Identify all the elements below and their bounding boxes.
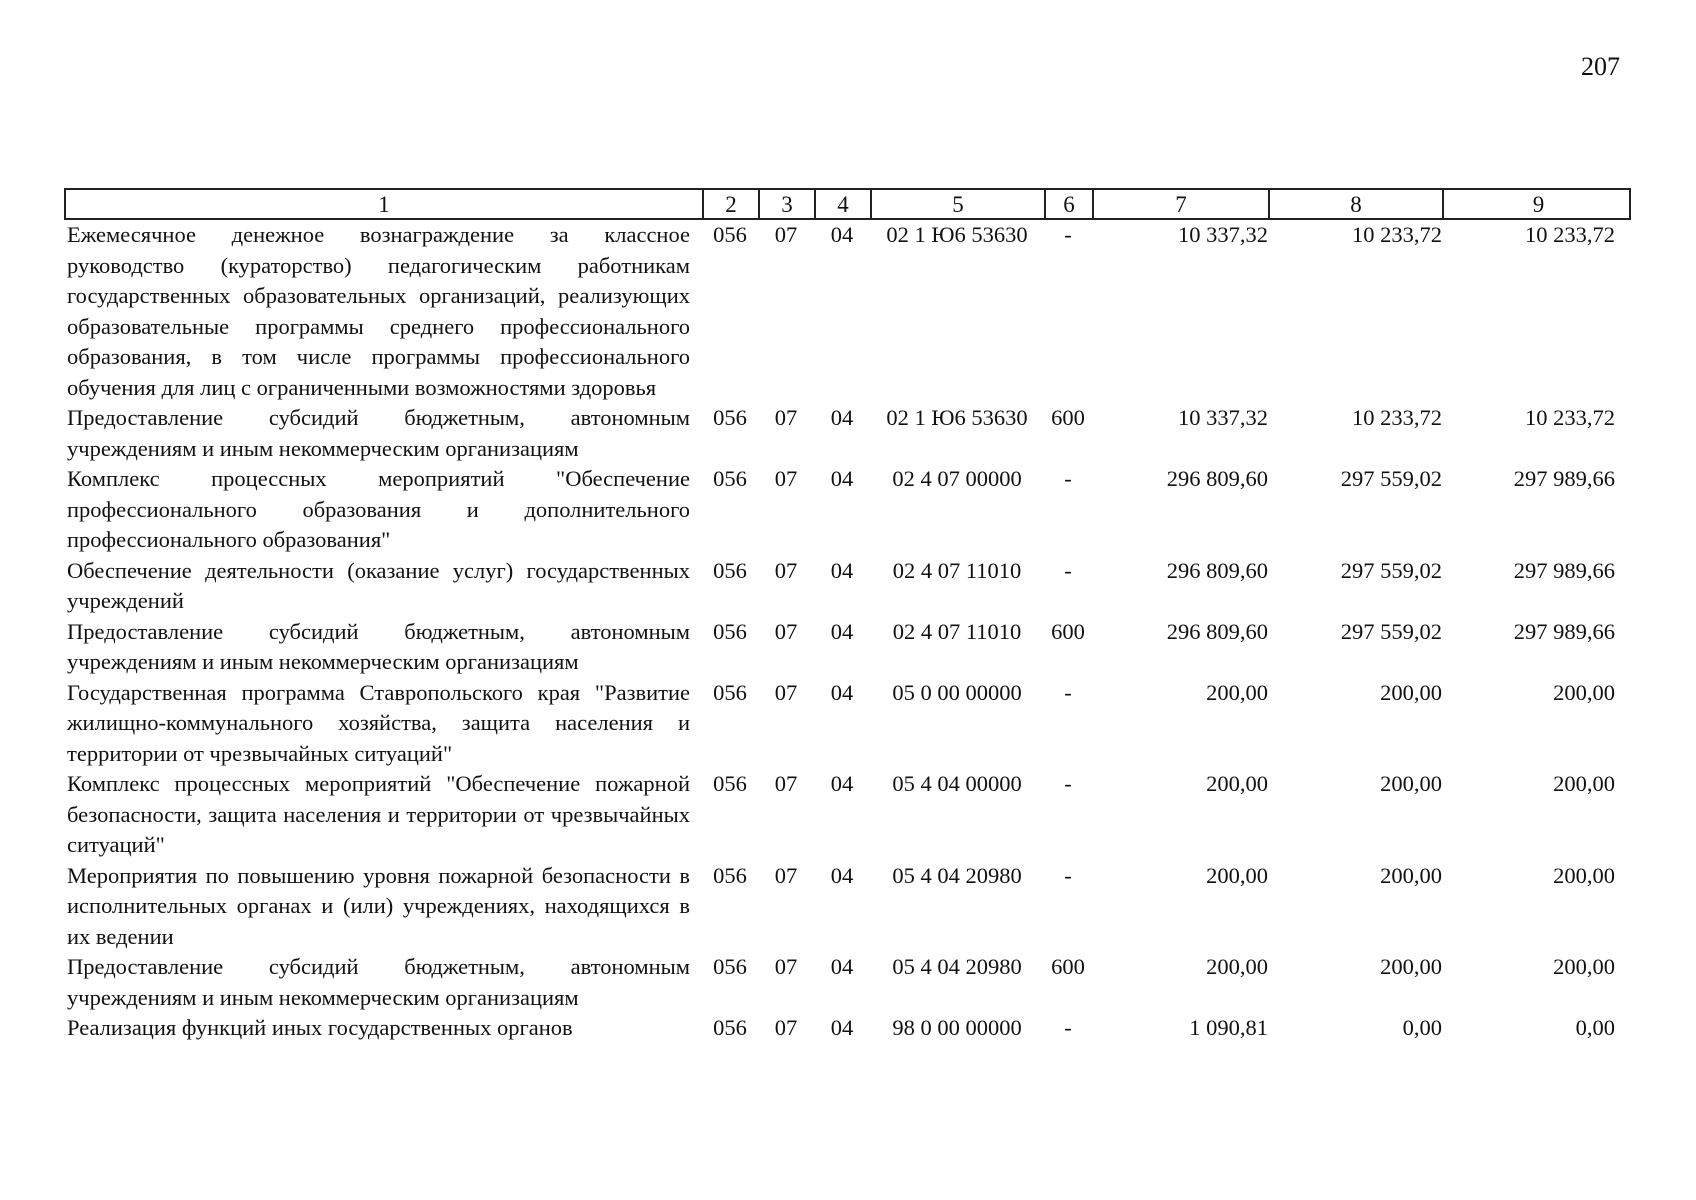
row-amount-9: 0,00 [1575, 1015, 1615, 1040]
table-row [64, 403, 1631, 464]
row-code-6: - [1064, 222, 1072, 247]
row-code-2: 056 [713, 466, 747, 491]
row-description: Предоставление субсидий бюджетным, автономным учреждениям и иным некоммерческим организациям [67, 954, 690, 1010]
row-code-3: 07 [774, 557, 798, 583]
row-code-3: 07 [774, 466, 798, 491]
row-code-2: 056 [713, 1015, 747, 1040]
table-row [64, 769, 1631, 861]
row-code-4: 04 [830, 222, 854, 247]
row-code-3: 07 [774, 618, 798, 644]
table-body [64, 220, 1631, 1044]
table-row [64, 861, 1631, 953]
row-code-3: 07 [774, 771, 798, 796]
row-code-5: 02 4 07 11010 [892, 557, 1022, 583]
row-description: Комплекс процессных мероприятий "Обеспечение пожарной безопасности, защита населения и территории от чрезвычайных ситуаций" [67, 771, 690, 857]
column-header-2: 2 [704, 190, 760, 220]
row-amount-8: 200,00 [1380, 771, 1442, 796]
row-code-5: 02 1 Ю6 53630 [886, 222, 1028, 247]
row-amount-8: 200,00 [1380, 862, 1442, 888]
row-amount-7: 296 809,60 [1166, 466, 1268, 491]
row-code-6: - [1064, 1015, 1072, 1040]
row-description: Мероприятия по повышению уровня пожарной безопасности в исполнительных органах и (или) учреждениях, находящихся в их ведении [67, 862, 690, 949]
row-code-2: 056 [713, 405, 747, 430]
row-code-3: 07 [774, 862, 798, 888]
row-code-6: 600 [1051, 618, 1085, 644]
column-header-1: 1 [66, 190, 704, 220]
row-code-4: 04 [830, 862, 854, 888]
row-code-6: - [1064, 557, 1072, 583]
table-header-row [64, 188, 1631, 220]
row-code-5: 02 4 07 00000 [892, 466, 1022, 491]
row-code-5: 05 4 04 20980 [892, 954, 1022, 979]
column-header-5: 5 [872, 190, 1046, 220]
row-amount-8: 297 559,02 [1340, 466, 1442, 491]
row-amount-7: 200,00 [1206, 862, 1268, 888]
row-amount-7: 296 809,60 [1166, 618, 1268, 644]
row-code-3: 07 [774, 954, 798, 979]
row-code-5: 98 0 00 00000 [892, 1015, 1022, 1040]
column-header-6: 6 [1046, 190, 1094, 220]
row-description: Государственная программа Ставропольского края "Развитие жилищно-коммунального хозяйства, защита населения и территории от чрезвычайных ситуаций" [67, 679, 690, 766]
row-code-6: 600 [1051, 405, 1085, 430]
row-code-5: 02 4 07 11010 [892, 618, 1022, 644]
row-code-6: 600 [1051, 954, 1085, 979]
row-code-2: 056 [713, 557, 747, 583]
row-amount-7: 10 337,32 [1178, 222, 1268, 247]
row-code-6: - [1064, 679, 1072, 705]
column-header-8: 8 [1270, 190, 1444, 220]
row-code-6: - [1064, 466, 1072, 491]
row-code-4: 04 [830, 466, 854, 491]
row-description: Предоставление субсидий бюджетным, автономным учреждениям и иным некоммерческим организациям [67, 618, 690, 674]
row-amount-9: 10 233,72 [1525, 405, 1615, 430]
row-code-4: 04 [830, 1015, 854, 1040]
row-amount-9: 200,00 [1553, 679, 1615, 705]
row-amount-9: 200,00 [1553, 862, 1615, 888]
row-amount-7: 200,00 [1206, 679, 1268, 705]
row-code-6: - [1064, 771, 1072, 796]
column-header-9: 9 [1532, 192, 1545, 217]
row-amount-7: 1 090,81 [1189, 1015, 1268, 1040]
column-header-3: 3 [760, 190, 816, 220]
row-amount-7: 10 337,32 [1178, 405, 1268, 430]
row-code-3: 07 [774, 405, 798, 430]
row-description: Комплекс процессных мероприятий "Обеспечение профессионального образования и дополнительного профессионального образования" [67, 466, 690, 552]
row-code-4: 04 [830, 618, 854, 644]
table-row [64, 1013, 1631, 1044]
row-amount-8: 297 559,02 [1340, 618, 1442, 644]
row-code-4: 04 [830, 954, 854, 979]
table-row [64, 617, 1631, 678]
budget-table [64, 188, 1631, 1044]
row-code-5: 05 0 00 00000 [892, 679, 1022, 705]
row-code-5: 05 4 04 00000 [892, 771, 1022, 796]
row-code-4: 04 [830, 679, 854, 705]
row-code-2: 056 [713, 862, 747, 888]
row-code-2: 056 [713, 679, 747, 705]
row-code-2: 056 [713, 618, 747, 644]
row-code-2: 056 [713, 954, 747, 979]
table-row [64, 556, 1631, 617]
row-amount-9: 297 989,66 [1513, 557, 1615, 583]
row-code-2: 056 [713, 222, 747, 247]
row-amount-9: 297 989,66 [1513, 466, 1615, 491]
row-description: Обеспечение деятельности (оказание услуг) государственных учреждений [67, 557, 690, 613]
row-amount-8: 10 233,72 [1352, 405, 1442, 430]
page-number: 207 [1581, 52, 1620, 81]
table-row [64, 464, 1631, 556]
row-amount-9: 10 233,72 [1525, 222, 1615, 247]
row-amount-9: 200,00 [1553, 771, 1615, 796]
row-code-6: - [1064, 862, 1072, 888]
column-header-7: 7 [1094, 190, 1270, 220]
row-amount-8: 10 233,72 [1352, 222, 1442, 247]
row-amount-9: 297 989,66 [1513, 618, 1615, 644]
column-header-4: 4 [816, 190, 872, 220]
row-code-4: 04 [830, 771, 854, 796]
row-description: Предоставление субсидий бюджетным, автономным учреждениям и иным некоммерческим организациям [67, 405, 690, 461]
row-code-3: 07 [774, 679, 798, 705]
row-amount-8: 0,00 [1402, 1015, 1442, 1040]
row-code-3: 07 [774, 222, 798, 247]
table-row [64, 220, 1631, 403]
table-row [64, 952, 1631, 1013]
row-description: Ежемесячное денежное вознаграждение за классное руководство (кураторство) педагогическим работникам государственных образовательных организаций, реализующих образовательные программы среднего профессионального образования, в том числе программы профессионального обучения для лиц с ограниченными возможностями здоровья [67, 222, 690, 400]
row-code-2: 056 [713, 771, 747, 796]
row-description: Реализация функций иных государственных органов [67, 1015, 573, 1040]
row-code-4: 04 [830, 557, 854, 583]
row-code-5: 05 4 04 20980 [892, 862, 1022, 888]
row-amount-8: 200,00 [1380, 954, 1442, 979]
row-amount-7: 200,00 [1206, 771, 1268, 796]
row-code-4: 04 [830, 405, 854, 430]
row-amount-8: 297 559,02 [1340, 557, 1442, 583]
table-row [64, 678, 1631, 770]
row-amount-7: 200,00 [1206, 954, 1268, 979]
row-code-3: 07 [774, 1015, 798, 1040]
row-amount-7: 296 809,60 [1166, 557, 1268, 583]
row-code-5: 02 1 Ю6 53630 [886, 405, 1028, 430]
row-amount-9: 200,00 [1553, 954, 1615, 979]
row-amount-8: 200,00 [1380, 679, 1442, 705]
